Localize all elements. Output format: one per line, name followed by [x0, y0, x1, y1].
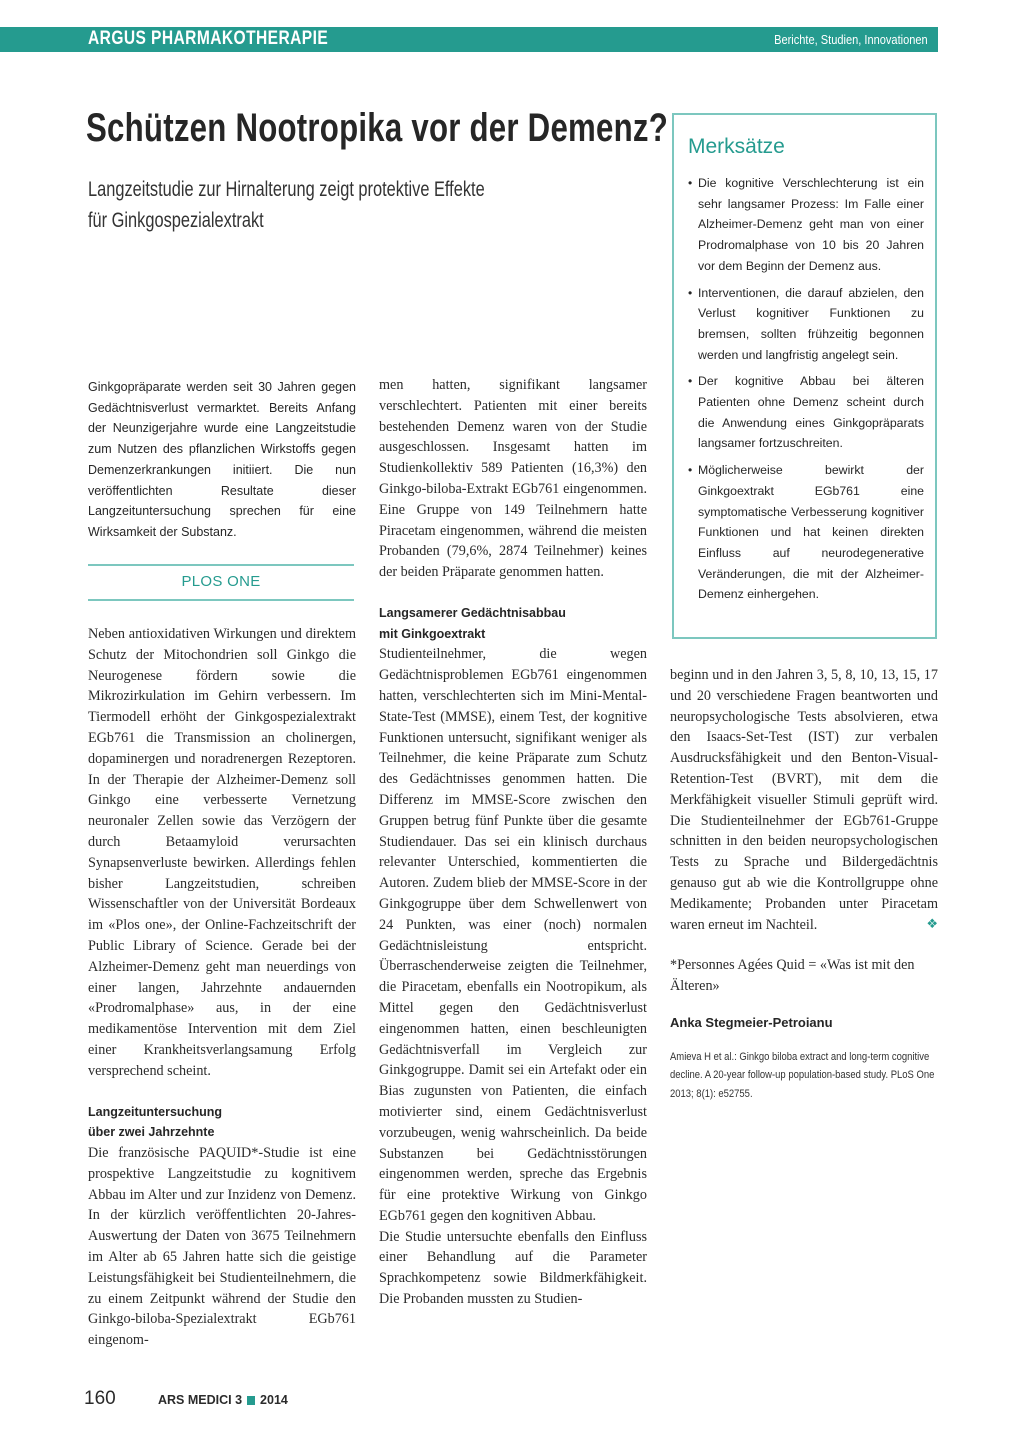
journal-year: 2014 — [260, 1393, 288, 1407]
section-heading: Langsamerer Gedächtnisabbau mit Ginkgoextrakt — [379, 605, 566, 641]
key-point-text: Der kognitive Abbau bei älteren Patienten ohne Demenz scheint durch die Anwendung eines Ginkgopräparats langsamer fortzuschreiten. — [698, 374, 924, 451]
section-heading: Langzeituntersuchung über zwei Jahrzehnte — [88, 1104, 223, 1140]
key-point-text: Die kognitive Verschlechterung ist ein sehr langsamer Prozess: Im Falle einer Alzheimer-Demenz geht man von einer Prodromalphase von 10 bis 20 Jahren vor dem Beginn der Demenz aus. — [698, 176, 924, 273]
key-point-item — [688, 283, 924, 366]
journal-name: ARS MEDICI 3 — [158, 1393, 243, 1407]
separator-square-icon — [247, 1396, 255, 1405]
bullet-icon: • — [688, 285, 693, 300]
reference: Amieva H et al.: Ginkgo biloba extract and long-term cognitive decline. A 20-year follow-up population-based study. PLoS One 2013; 8(1): e52755. — [670, 1050, 935, 1100]
paragraph: beginn und in den Jahren 3, 5, 8, 10, 13, 15, 17 und 20 verschiedene Fragen beantworten und neuropsychologische Tests absolvieren, etwa den Isaacs-Set-Test (IST) zur verbalen Ausdrucksfähigkeit und den Benton-Visual-Retention-Test (BVRT), mit dem die Merkfähigkeit visueller Stimuli geprüft wird. Die Studienteilnehmer der EGb761-Gruppe schnitten in den beiden neuropsychologischen Tests zu Sprache und Bildergedächtnis genauso gut ab wie die Kontrollgruppe ohne Medikamente; Probanden unter Piracetam waren erneut im Nachteil. ❖ — [670, 665, 938, 935]
paragraph: Die Studie untersuchte ebenfalls den Einfluss einer Behandlung auf die Parameter Sprachkompetenz sowie Bildmerkfähigkeit. Die Probanden mussten zu Studien- — [379, 1228, 647, 1308]
bullet-icon: • — [688, 374, 693, 389]
bullet-icon: • — [688, 176, 693, 190]
key-point-text: Interventionen, die darauf abzielen, den Verlust kognitiver Funktionen zu bremsen, sollten frühzeitig begonnen werden und langfristig angelegt sein. — [698, 285, 924, 362]
key-point-text: Möglicherweise bewirkt der Ginkgoextrakt EGb761 eine symptomatische Verbesserung kognitiver Funktionen und hat keinen direkten Einfluss auf neurodegenerative Veränderungen, die mit der Alzheimer-Demenz einhergehen. — [698, 463, 924, 602]
section-tagline: Berichte, Studien, Innovationen — [774, 32, 928, 47]
bullet-icon: • — [688, 463, 693, 478]
paragraph: men hatten, signifikant langsamer verschlechtert. Patienten mit einer bereits bestehenden Demenz waren von der Studie ausgeschlossen. Insgesamt hatten im Studienkollektiv 589 Patienten (16,3%) den Ginkgo-biloba-Extrakt EGb761 eingenommen. Eine Gruppe von 149 Teilnehmern hatte Piracetam eingenommen, während die meisten Probanden (79,6%, 2874 Teilnehmer) keines der beiden Präparate genommen hatten. — [379, 377, 647, 581]
end-of-article-icon: ❖ — [926, 916, 938, 932]
page-number: 160 — [84, 1388, 116, 1409]
paragraph: Die französische PAQUID*-Studie ist eine prospektive Langzeitstudie zu kognitivem Abbau im Alter und zur Inzidenz von Demenz. In der kürzlich veröffentlichten 20-Jahres-Auswertung der Daten von 3675 Teilnehmern im Alter ab 65 Jahren hatte sich die geistige Leistungsfähigkeit bei Studienteilnehmern, die zu einem Zeitpunkt während der Studie den Ginkgo-biloba-Spezialextrakt EGb761 eingenom- — [88, 1144, 356, 1349]
article-lead: Ginkgopräparate werden seit 30 Jahren gegen Gedächtnisverlust vermarktet. Bereits Anfang der Neunzigerjahre wurde eine Langzeitstudie zum Nutzen des pflanzlichen Wirkstoffs gegen Demenzerkrankungen initiiert. Die nun veröffentlichten Resultate dieser Langzeituntersuchung sprechen für eine Wirksamkeit der Substanz. — [88, 380, 356, 539]
key-points-list — [688, 173, 924, 611]
subtitle-line: für Ginkgospezialextrakt — [88, 209, 264, 232]
section-header-bar — [0, 27, 938, 52]
footnote: *Personnes Agées Quid = «Was ist mit den Älteren» — [670, 957, 915, 995]
key-points-box — [672, 113, 937, 639]
article-subtitle — [88, 174, 525, 236]
key-points-title: Merksätze — [688, 135, 785, 158]
column-3 — [670, 665, 938, 1103]
key-point-item — [688, 460, 924, 605]
author-name: Anka Stegmeier-Petroianu — [670, 1014, 833, 1030]
paragraph: Neben antioxidativen Wirkungen und direktem Schutz der Mitochondrien soll Ginkgo die Neurogenese fördern sowie die Mikrozirkulation im Gehirn verbessern. Im Tiermodell erhöht der Ginkgospezialextrakt EGb761 die Transmission an cholinergen, dopaminergen und noradrenergen Rezeptoren. In der Therapie der Alzheimer-Demenz soll Ginkgo eine verbesserte Vernetzung neuronaler Zellen sowie das Verzögern der durch Betaamyloid verursachten Synapsenverluste bewirken. Allerdings fehlen bisher Langzeitstudien, schreiben Wissenschaftler von der Universität Bordeaux im «Plos one», der Online-Fachzeitschrift der Public Library of Science. Gerade bei der Alzheimer-Demenz geht man neuerdings von einer langen, Jahrzehnte andauernden «Prodromalphase» aus, in der eine medikamentöse Intervention mit dem Ziel einer Krankheitsverlangsamung Erfolg versprechend scheint. — [88, 626, 356, 1079]
key-point-item — [688, 173, 924, 277]
column-1-body — [88, 624, 356, 1351]
source-label: PLOS ONE — [181, 573, 261, 590]
column-1-lead — [88, 377, 356, 543]
source-divider — [88, 564, 354, 601]
key-point-item — [688, 371, 924, 454]
journal-info — [158, 1393, 288, 1407]
section-title: ARGUS PHARMAKOTHERAPIE — [88, 28, 329, 49]
paragraph: Studienteilnehmer, die wegen Gedächtnisproblemen EGb761 eingenommen hatten, verschlechterten sich im Mini-Mental-State-Test (MMSE), einem Test, der kognitive Funktionen untersucht, signifikant weniger als Teilnehmer, die keine Präparate zum Schutz des Gedächtnisses genommen hatten. Die Differenz im MMSE-Score zwischen den Gruppen betrug fünf Punkte über die gesamte Studiendauer. Das sei ein klinisch durchaus relevanter Unterschied, kommentierten die Autoren. Zudem blieb der MMSE-Score in der Ginkgogruppe über dem Schwellenwert von 24 Punkten, was einer (noch) normalen Gedächtnisleistung entspricht. Überraschenderweise zeigten die Teilnehmer, die Piracetam, ebenfalls ein Nootropikum, als Mittel gegen den Gedächtnisverlust eingenommen hatten, einen beschleunigten Gedächtnisverfall im Vergleich zur Ginkgogruppe. Damit sei ein Artefakt oder ein Bias zugunsten von Patienten, die einfach motivierter sind, einem Gedächtnisverlust vorzubeugen, wenig wahrscheinlich. Da beide Substanzen bei Gedächtnisstörungen eingenommen werden, spreche das Ergebnis für eine protektive Wirkung von Ginkgo EGb761 gegen den kognitiven Abbau. — [379, 646, 647, 1224]
column-2 — [379, 375, 647, 1310]
article-title: Schützen Nootropika vor der Demenz? — [86, 106, 669, 150]
subtitle-line: Langzeitstudie zur Hirnalterung zeigt protektive Effekte — [88, 178, 485, 201]
